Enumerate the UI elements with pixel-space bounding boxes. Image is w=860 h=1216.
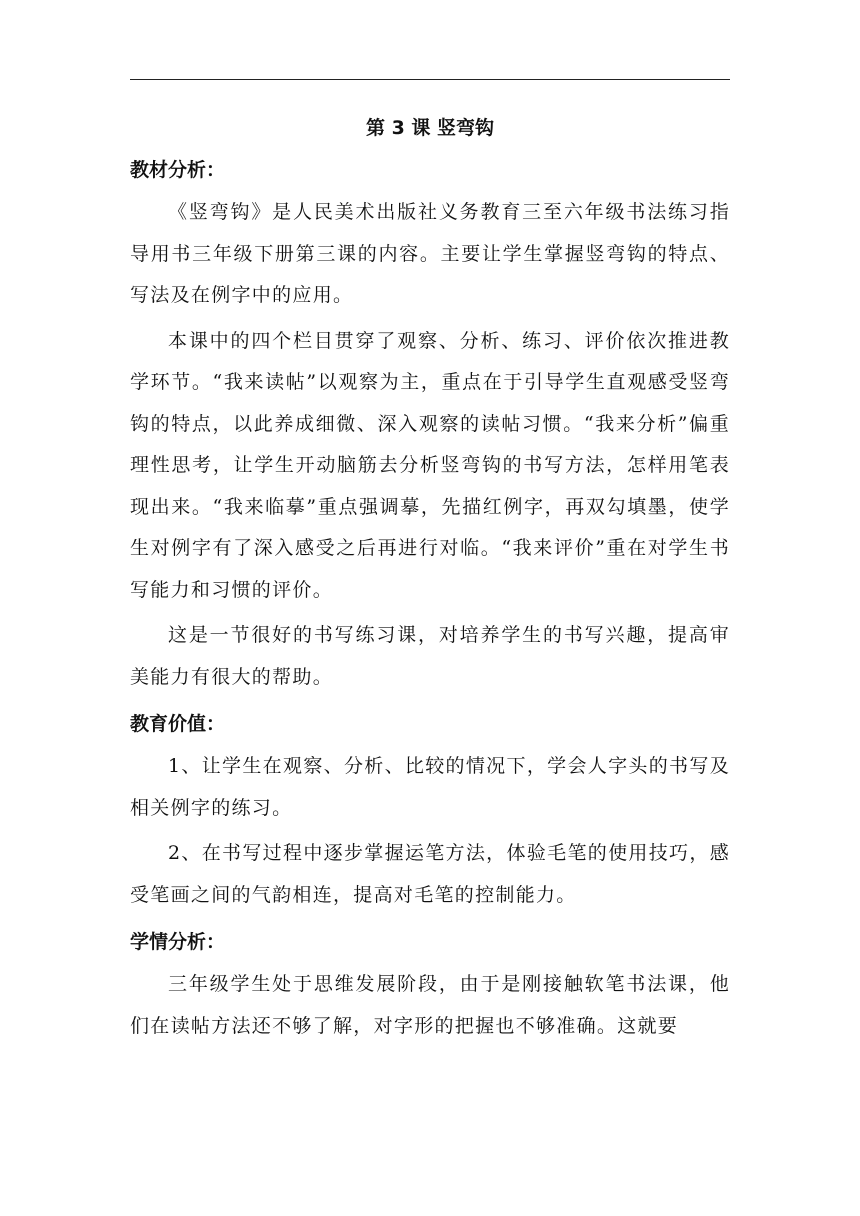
- section-heading: 教材分析：: [130, 159, 226, 181]
- paragraph: 本课中的四个栏目贯穿了观察、分析、练习、评价依次推进教学环节。“我来读帖”以观察为主，重点在于引导学生直观感受竖弯钩的特点，以此养成细微、深入观察的读帖习惯。“我来分析”偏重理性思考，让学生开动脑筋去分析竖弯钩的书写方法，怎样用笔表现出来。“我来临摹”重点强调摹，先描红例字，再双勾填墨，使学生对例字有了深入感受之后再进行对临。“我来评价”重在对学生书写能力和习惯的评价。: [130, 329, 730, 601]
- section-textbook-analysis: [130, 148, 730, 698]
- section-heading: 学情分析：: [130, 931, 226, 953]
- section-educational-value: [130, 702, 730, 916]
- section-learner-analysis: [130, 920, 730, 1047]
- document-body: [130, 108, 730, 1051]
- header-rule: [130, 79, 730, 80]
- paragraph: 三年级学生处于思维发展阶段，由于是刚接触软笔书法课，他们在读帖方法还不够了解，对字形的把握也不够准确。这就要: [130, 973, 730, 1037]
- paragraph: 这是一节很好的书写练习课，对培养学生的书写兴趣，提高审美能力有很大的帮助。: [130, 624, 730, 688]
- lesson-title: 第 3 课 竖弯钩: [365, 117, 495, 139]
- paragraph: 《竖弯钩》是人民美术出版社义务教育三至六年级书法练习指导用书三年级下册第三课的内容。主要让学生掌握竖弯钩的特点、写法及在例字中的应用。: [130, 201, 730, 306]
- paragraph: 2、在书写过程中逐步掌握运笔方法，体验毛笔的使用技巧，感受笔画之间的气韵相连，提高对毛笔的控制能力。: [130, 842, 730, 906]
- section-heading: 教育价值：: [130, 713, 226, 735]
- paragraph: 1、让学生在观察、分析、比较的情况下，学会人字头的书写及相关例字的练习。: [130, 755, 730, 819]
